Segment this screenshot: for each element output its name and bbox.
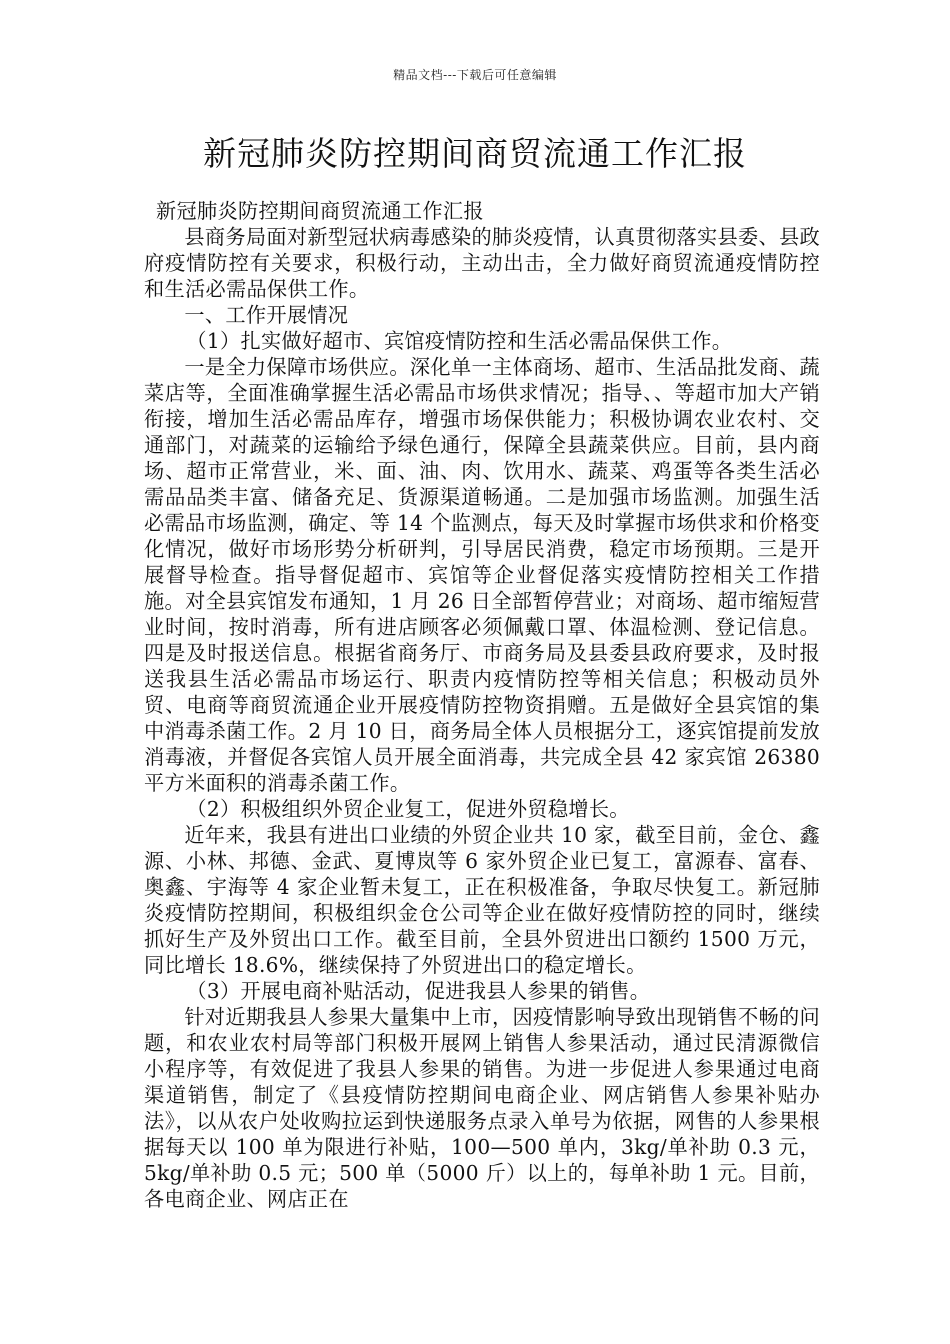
item-heading-2: （2）积极组织外贸企业复工，促进外贸稳增长。: [186, 797, 630, 821]
item-heading-1: （1）扎实做好超市、宾馆疫情防控和生活必需品保供工作。: [186, 329, 733, 353]
document-body: [144, 198, 820, 1212]
section-heading: 一、工作开展情况: [184, 303, 349, 327]
page-header: 精品文档---下载后可任意编辑: [393, 68, 557, 82]
item-paragraph-3: 针对近期我县人参果大量集中上市，因疫情影响导致出现销售不畅的问题，和农业农村局等部门积极开展网上销售人参果活动，通过民清源微信小程序等，有效促进了我县人参果的销售。为进一步促进人参果通过电商渠道销售，制定了《县疫情防控期间电商企业、网店销售人参果补贴办法》，以从农户处收购拉运到快递服务点录入单号为依据，网售的人参果根据每天以 100 单为限进行补贴，100—500 单内，3kg/单补助 0.3 元，5kg/单补助 0.5 元；500 单（5000 斤）以上的，每单补助 1 元。目前，各电商企业、网店正在: [144, 1005, 820, 1211]
intro-paragraph: 县商务局面对新型冠状病毒感染的肺炎疫情，认真贯彻落实县委、县政府疫情防控有关要求，积极行动，主动出击，全力做好商贸流通疫情防控和生活必需品保供工作。: [144, 225, 820, 301]
body-subtitle: 新冠肺炎防控期间商贸流通工作汇报: [156, 199, 484, 223]
item-heading-3: （3）开展电商补贴活动，促进我县人参果的销售。: [186, 979, 651, 1003]
document-title: 新冠肺炎防控期间商贸流通工作汇报: [203, 134, 747, 173]
item-paragraph-1: 一是全力保障市场供应。深化单一主体商场、超市、生活品批发商、蔬菜店等，全面准确掌握生活必需品市场供求情况；指导、、等超市加大产销衔接，增加生活必需品库存，增强市场保供能力；积极协调农业农村、交通部门，对蔬菜的运输给予绿色通行，保障全县蔬菜供应。目前，县内商场、超市正常营业，米、面、油、肉、饮用水、蔬菜、鸡蛋等各类生活必需品品类丰富、储备充足、货源渠道畅通。二是加强市场监测。加强生活必需品市场监测，确定、等 14 个监测点，每天及时掌握市场供求和价格变化情况，做好市场形势分析研判，引导居民消费，稳定市场预期。三是开展督导检查。指导督促超市、宾馆等企业督促落实疫情防控相关工作措施。对全县宾馆发布通知，1 月 26 日全部暂停营业；对商场、超市缩短营业时间，按时消毒，所有进店顾客必须佩戴口罩、体温检测、登记信息。四是及时报送信息。根据省商务厅、市商务局及县委县政府要求，及时报送我县生活必需品市场运行、职责内疫情防控等相关信息；积极动员外贸、电商等商贸流通企业开展疫情防控物资捐赠。五是做好全县宾馆的集中消毒杀菌工作。2 月 10 日，商务局全体人员根据分工，逐宾馆提前发放消毒液，并督促各宾馆人员开展全面消毒，共完成全县 42 家宾馆 26380 平方米面积的消毒杀菌工作。: [144, 355, 820, 795]
item-paragraph-2: 近年来，我县有进出口业绩的外贸企业共 10 家，截至目前，金仓、鑫源、小林、邦德、金武、夏博岚等 6 家外贸企业已复工，富源春、富春、奥鑫、宇海等 4 家企业暂未复工，正在积极准备，争取尽快复工。新冠肺炎疫情防控期间，积极组织金仓公司等企业在做好疫情防控的同时，继续抓好生产及外贸出口工作。截至目前，全县外贸进出口额约 1500 万元，同比增长 18.6%，继续保持了外贸进出口的稳定增长。: [144, 823, 820, 977]
